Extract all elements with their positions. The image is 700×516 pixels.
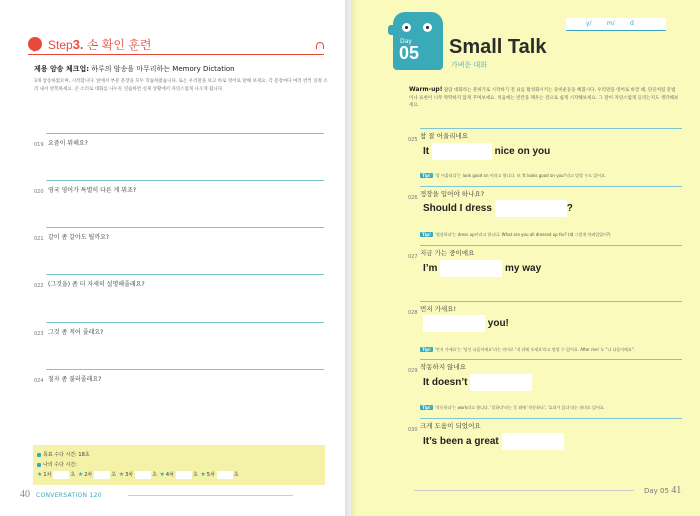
warmup-label: Warm-up! bbox=[409, 86, 443, 93]
item-line bbox=[420, 245, 682, 246]
exercise-item bbox=[408, 299, 684, 352]
korean-prompt: 먼저 가세요! bbox=[420, 305, 457, 313]
question-item bbox=[34, 320, 324, 339]
attempt-label: 5차 bbox=[206, 472, 215, 478]
right-footer bbox=[351, 484, 700, 498]
step-divider bbox=[28, 54, 324, 55]
question-text: 그것 좀 적어 줄래요? bbox=[48, 329, 104, 336]
answer-blank[interactable] bbox=[495, 200, 567, 217]
goal-target-row bbox=[37, 450, 321, 460]
bullet-icon bbox=[37, 453, 41, 457]
tip-badge: Tip! bbox=[422, 405, 431, 410]
question-line bbox=[46, 274, 324, 275]
question-text: 같이 좀 갈아도 될까요? bbox=[48, 234, 110, 241]
question-item bbox=[34, 272, 324, 291]
question-line bbox=[46, 369, 324, 370]
unit-label: 초 bbox=[192, 472, 198, 478]
bullet-icon bbox=[37, 463, 41, 467]
question-item bbox=[34, 178, 324, 197]
warmup-box bbox=[409, 86, 679, 110]
question-line bbox=[46, 180, 324, 181]
tip-text: '작동하다'는 work라고 합니다. '일하다'라는 뜻 외에 '작동하다', '효과가 있다'라는 의미도 있어요. bbox=[434, 405, 606, 410]
english-sentence bbox=[423, 374, 532, 391]
page-number: 40 bbox=[20, 489, 30, 500]
step-title bbox=[48, 36, 152, 53]
right-page bbox=[351, 0, 700, 516]
english-sentence bbox=[423, 433, 564, 450]
english-sentence bbox=[423, 315, 509, 332]
footer-rule bbox=[414, 490, 634, 491]
tip-text: '정장하다'는 dress up이라고 합니다. What are you all dressed up for? (왜 그렇게 차려입었어?) bbox=[434, 232, 611, 237]
speech-bubble-icon bbox=[28, 37, 42, 51]
time-input[interactable] bbox=[176, 471, 192, 479]
question-number: 024 bbox=[34, 378, 44, 384]
answer-blank[interactable] bbox=[502, 433, 564, 450]
sentence-after: nice on you bbox=[491, 146, 551, 158]
robot-eye bbox=[423, 23, 432, 32]
attempt-label: 1차 bbox=[43, 472, 52, 478]
tip-badge: Tip! bbox=[422, 173, 431, 178]
sentence-after: ? bbox=[566, 203, 573, 215]
star-icon: ★ bbox=[200, 471, 206, 478]
sentence-before: It’s been a great bbox=[423, 436, 499, 448]
answer-blank[interactable] bbox=[432, 143, 492, 160]
answer-blank[interactable] bbox=[423, 315, 485, 332]
korean-prompt: 정장을 입어야 하나요? bbox=[420, 190, 485, 198]
item-number: 026 bbox=[408, 195, 418, 201]
unit-label: 초 bbox=[233, 472, 239, 478]
page-number bbox=[644, 485, 681, 496]
exercise-item bbox=[408, 184, 684, 237]
korean-prompt: 참 잘 어울리네요 bbox=[420, 132, 469, 140]
book-spine bbox=[345, 0, 357, 516]
item-line bbox=[420, 418, 682, 419]
day-number: 05 bbox=[399, 43, 420, 63]
warmup-text: 잡담 대화라는 분위기로 시작하기 전 뇌를 활성화시키는 준비운동을 해봅시다. 우리말을 영어로 바꿀 때, 단골처럼 문법이나 표현이 너무 딱딱하지 않게 꾸며보세요. 처음에는 빈칸을 채우는 것으로 쉽게 시작해보세요. 그 말이 자연스럽게 들리는지도 생각해보세요. bbox=[409, 88, 679, 108]
time-input[interactable] bbox=[94, 471, 110, 479]
tip-row bbox=[420, 173, 682, 179]
item-line bbox=[420, 128, 682, 129]
intro-title-bold: 제용 암송 체크업: bbox=[34, 65, 90, 73]
korean-prompt: 크게 도움이 되었어요 bbox=[420, 422, 481, 430]
footer-rule bbox=[128, 495, 293, 496]
question-item bbox=[34, 367, 324, 386]
question-item bbox=[34, 225, 324, 244]
lesson-title: Small Talk bbox=[449, 36, 547, 58]
item-number: 027 bbox=[408, 254, 418, 260]
sentence-before: It bbox=[423, 146, 430, 158]
lesson-subtitle: 가벼운 대화 bbox=[451, 61, 488, 69]
korean-prompt: 작동하지 않네요 bbox=[420, 363, 467, 371]
time-input[interactable] bbox=[135, 471, 151, 479]
time-input[interactable] bbox=[217, 471, 233, 479]
date-template: y/ m/ d bbox=[586, 20, 634, 27]
tip-row bbox=[420, 347, 682, 353]
step-title-text: 손 확인 훈련 bbox=[86, 38, 152, 52]
left-footer bbox=[0, 489, 351, 503]
robot-eye bbox=[402, 23, 411, 32]
question-text: (그것을) 좀 더 자세히 설명해줄래요? bbox=[48, 281, 145, 288]
step-number: 3. bbox=[72, 37, 84, 52]
item-line bbox=[420, 359, 682, 360]
tip-row bbox=[420, 232, 682, 238]
sentence-after: my way bbox=[502, 263, 542, 275]
item-number: 025 bbox=[408, 137, 418, 143]
step-prefix: Step bbox=[48, 38, 73, 52]
question-text: 철자 좀 불러줄래요? bbox=[48, 376, 102, 383]
item-line bbox=[420, 186, 682, 187]
intro-text: 3개 암송하였으며, 시작합니다. 앞에서 부분 문장을 모두 학습하였습니다. 또는 우리말을 보고 바로 영어로 말해 보세요. 각 문장마다 여러 번씩 일정 소리 내서 반복하세요. 큰 소리로 대화를 나누듯 연습하면 실제 상황에서 자연스럽게 나오게 됩니다. bbox=[34, 79, 328, 92]
intro-box bbox=[34, 64, 330, 93]
question-number: 022 bbox=[34, 283, 44, 289]
unit-label: 초 bbox=[152, 472, 157, 478]
footer-page: 41 bbox=[671, 485, 682, 496]
exercise-item bbox=[408, 416, 684, 448]
day-badge bbox=[393, 12, 443, 70]
english-sentence bbox=[423, 143, 550, 160]
goal-my-row bbox=[37, 460, 321, 470]
tip-text: '먼저 가세요'는 '당신 다음이에요'라는 의미로 '내 뒤에 오세요'라고 말할 수 있어요. After me! 도 "나 다음이에요". bbox=[434, 347, 635, 352]
sentence-before: Should I dress bbox=[423, 203, 492, 215]
sentence-after: you! bbox=[485, 318, 509, 330]
question-text: 요즘이 뭐해요? bbox=[48, 140, 88, 147]
star-icon: ★ bbox=[37, 471, 43, 478]
question-item bbox=[34, 131, 324, 150]
book-title: CONVERSATION 120 bbox=[36, 492, 102, 499]
exercise-item bbox=[408, 357, 684, 410]
answer-blank[interactable] bbox=[470, 374, 532, 391]
question-text: 영국 영어가 특별히 다른 게 뭐죠? bbox=[48, 187, 137, 194]
sentence-before: I’m bbox=[423, 263, 438, 275]
item-number: 029 bbox=[408, 368, 418, 374]
goal-target-label: 목표 수다 시간: 18초 bbox=[43, 452, 90, 458]
day-label: Day bbox=[400, 38, 412, 45]
question-number: 021 bbox=[34, 236, 44, 242]
intro-title-rest: 하루의 암송을 마무리하는 Memory Dictation bbox=[89, 65, 235, 73]
attempt-label: 3차 bbox=[125, 472, 134, 478]
question-line bbox=[46, 133, 324, 134]
headphone-icon bbox=[316, 42, 324, 49]
question-line bbox=[46, 227, 324, 228]
date-field[interactable] bbox=[566, 18, 666, 31]
english-sentence bbox=[423, 200, 573, 217]
item-line bbox=[420, 301, 682, 302]
question-number: 020 bbox=[34, 189, 44, 195]
question-line bbox=[46, 322, 324, 323]
unit-label: 초 bbox=[111, 472, 117, 478]
tip-badge: Tip! bbox=[422, 347, 431, 352]
tip-badge: Tip! bbox=[422, 232, 431, 237]
tip-text: '잘 어울리다'는 look good on 이라고 합니다. 또 'It looks good on you!'라고 말할 수도 있어요. bbox=[434, 173, 607, 178]
step-header bbox=[28, 36, 324, 58]
item-number: 028 bbox=[408, 310, 418, 316]
time-input[interactable] bbox=[53, 471, 69, 479]
korean-prompt: 지금 가는 중이에요 bbox=[420, 249, 475, 257]
attempt-label: 2차 bbox=[84, 472, 93, 478]
sentence-before: It doesn’t bbox=[423, 377, 468, 389]
item-number: 030 bbox=[408, 427, 418, 433]
tip-row bbox=[420, 405, 682, 411]
star-icon: ★ bbox=[77, 471, 84, 478]
question-number: 019 bbox=[34, 142, 44, 148]
goal-box bbox=[33, 445, 325, 485]
exercise-item bbox=[408, 243, 684, 275]
attempt-times-row bbox=[37, 470, 321, 480]
unit-label: 초 bbox=[70, 472, 76, 478]
goal-my-label: 나의 수다 시간: bbox=[43, 462, 77, 468]
exercise-item bbox=[408, 126, 684, 178]
intro-title bbox=[34, 64, 330, 74]
attempt-label: 4차 bbox=[165, 472, 174, 478]
answer-blank[interactable] bbox=[440, 260, 502, 277]
english-sentence bbox=[423, 260, 541, 277]
footer-day-label: Day 05 bbox=[644, 487, 669, 495]
question-number: 023 bbox=[34, 331, 44, 337]
star-icon: ★ bbox=[159, 471, 165, 478]
star-icon: ★ bbox=[118, 471, 125, 478]
